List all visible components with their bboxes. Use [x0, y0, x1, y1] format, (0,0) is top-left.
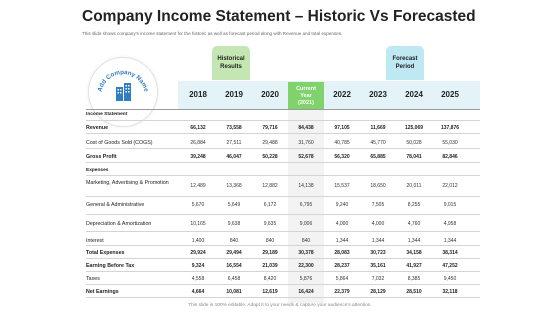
table-cell: 4,558: [191, 276, 205, 282]
table-cell: 52,678: [298, 154, 314, 160]
table-cell: 5,670: [191, 202, 205, 208]
table-cell: 6,458: [227, 276, 241, 282]
row-divider: [86, 133, 480, 134]
table-cell: 4,760: [407, 221, 421, 227]
table-cell: 7,032: [371, 276, 385, 282]
table-cell: 1,344: [443, 238, 457, 244]
year-header: 2025: [441, 90, 459, 99]
table-cell: 9,638: [227, 221, 241, 227]
table-cell: 5,864: [335, 276, 349, 282]
year-header: 2024: [405, 90, 423, 99]
row-label: Earning Before Tax: [86, 263, 135, 269]
table-cell: 21,039: [262, 263, 278, 269]
table-cell: 840: [265, 238, 275, 244]
table-cell: 31,760: [298, 140, 314, 146]
historical-tag-line1: Historical: [217, 56, 245, 62]
table-cell: 65,885: [370, 154, 386, 160]
table-cell: 82,846: [442, 154, 458, 160]
row-label: General & Administrative: [86, 202, 145, 208]
table-cell: 32,118: [442, 289, 458, 295]
row-label: Interest: [86, 238, 104, 244]
table-cell: 9,006: [299, 221, 313, 227]
table-cell: 6,795: [299, 202, 313, 208]
table-cell: 22,012: [442, 183, 458, 189]
row-divider: [86, 297, 480, 298]
row-label: Taxes: [86, 276, 100, 282]
row-label: Revenue: [86, 125, 109, 131]
expenses-label: Expenses: [86, 168, 109, 173]
table-cell: 16,424: [298, 289, 314, 295]
year-header: 2019: [225, 90, 243, 99]
table-cell: 9,635: [263, 221, 277, 227]
row-label: Net Earnings: [86, 289, 119, 295]
table-cell: 8,255: [407, 202, 421, 208]
row-divider: [86, 196, 480, 197]
year-header: 2023: [369, 90, 387, 99]
current-year-line: Current: [296, 86, 316, 92]
row-divider: [86, 231, 480, 232]
row-label: Cost of Goods Sold (COGS): [86, 140, 153, 146]
row-divider: [86, 258, 480, 259]
table-cell: 45,770: [370, 140, 386, 146]
row-divider: [86, 271, 480, 272]
table-cell: 29,924: [190, 250, 206, 256]
table-cell: 84,438: [298, 125, 314, 131]
svg-text:Add Company Name: [96, 69, 149, 93]
page-title: Company Income Statement – Historic Vs Forecasted: [82, 8, 476, 25]
table-cell: 56,320: [334, 154, 350, 160]
table-cell: 20,011: [406, 183, 422, 189]
table-cell: 47,252: [442, 263, 458, 269]
table-cell: 12,882: [262, 183, 278, 189]
table-cell: 35,161: [370, 263, 386, 269]
table-cell: 9,450: [443, 276, 457, 282]
table-cell: 16,554: [226, 263, 242, 269]
row-divider: [86, 162, 480, 163]
row-divider: [86, 148, 480, 149]
table-cell: 9,015: [443, 202, 457, 208]
row-label: Marketing, Advertising & Promotion: [86, 180, 169, 186]
row-divider: [86, 109, 480, 110]
table-cell: 15,537: [334, 183, 350, 189]
table-cell: 50,028: [406, 140, 422, 146]
table-cell: 7,505: [371, 202, 385, 208]
table-cell: 14,138: [298, 183, 314, 189]
row-divider: [86, 245, 480, 246]
table-cell: 29,494: [226, 250, 242, 256]
income-statement-label: Income Statement: [86, 112, 128, 117]
table-cell: 1,400: [191, 238, 205, 244]
table-cell: 4,664: [191, 289, 205, 295]
table-cell: 46,047: [226, 154, 242, 160]
table-cell: 13,368: [226, 183, 242, 189]
row-divider: [86, 284, 480, 285]
year-header: 2022: [333, 90, 351, 99]
table-cell: 97,105: [334, 125, 350, 131]
table-cell: 39,248: [190, 154, 206, 160]
page-subtitle: This slide shows company's income statement for the historic as well as forecast period along with Revenue and total expenses.: [82, 31, 343, 36]
table-cell: 22,379: [334, 289, 350, 295]
historical-tag-line2: Results: [220, 64, 242, 70]
forecast-tag-line2: Period: [395, 64, 415, 70]
table-cell: 10,081: [226, 289, 242, 295]
year-header: 2020: [261, 90, 279, 99]
table-cell: 4,958: [443, 221, 457, 227]
table-cell: 41,927: [406, 263, 422, 269]
row-divider: [86, 214, 480, 215]
table-cell: 6,172: [263, 202, 277, 208]
table-cell: 30,378: [298, 250, 314, 256]
table-cell: 5,649: [227, 202, 241, 208]
table-cell: 1,344: [335, 238, 349, 244]
table-cell: 27,511: [226, 140, 242, 146]
current-year-line: Year: [300, 93, 312, 99]
row-divider: [86, 175, 480, 176]
historical-results-tag: [212, 46, 250, 80]
table-cell: 50,228: [262, 154, 278, 160]
row-label: Total Expenses: [86, 250, 125, 256]
table-cell: 1,344: [407, 238, 421, 244]
table-cell: 28,129: [370, 289, 386, 295]
table-cell: 18,650: [370, 183, 386, 189]
table-cell: 28,237: [334, 263, 350, 269]
table-cell: 40,785: [334, 140, 350, 146]
table-cell: 12,489: [190, 183, 206, 189]
table-cell: 28,510: [406, 289, 422, 295]
table-cell: 26,884: [190, 140, 206, 146]
table-cell: 38,314: [442, 250, 458, 256]
table-cell: 5,876: [299, 276, 313, 282]
table-cell: 66,132: [190, 125, 206, 131]
table-cell: 11,669: [370, 125, 386, 131]
table-cell: 4,000: [371, 221, 385, 227]
table-cell: 125,069: [404, 125, 424, 131]
table-cell: 9,324: [191, 263, 205, 269]
footer-note: This slide is 100% editable. Adapt it to your needs & capture your audience's attention.: [188, 303, 372, 308]
table-cell: 73,558: [226, 125, 242, 131]
table-cell: 79,716: [262, 125, 278, 131]
table-cell: 34,158: [406, 250, 422, 256]
row-label: Gross Profit: [86, 154, 117, 160]
table-cell: 840: [229, 238, 239, 244]
year-header: 2018: [189, 90, 207, 99]
table-cell: 8,385: [407, 276, 421, 282]
table-cell: 78,041: [406, 154, 422, 160]
row-label: Depreciation & Amortization: [86, 221, 152, 227]
table-cell: 29,189: [262, 250, 278, 256]
forecast-tag-line1: Forecast: [392, 56, 418, 62]
logo-text: Add Company Name: [96, 68, 150, 93]
table-cell: 12,619: [262, 289, 278, 295]
row-divider: [86, 120, 480, 121]
table-cell: 22,300: [298, 263, 314, 269]
table-cell: 137,876: [440, 125, 460, 131]
table-cell: 29,488: [262, 140, 278, 146]
table-cell: 28,083: [334, 250, 350, 256]
table-cell: 840: [301, 238, 311, 244]
forecast-period-tag: [386, 46, 424, 80]
table-cell: 30,723: [370, 250, 386, 256]
table-cell: 9,240: [335, 202, 349, 208]
table-cell: 8,420: [263, 276, 277, 282]
table-cell: 4,000: [335, 221, 349, 227]
table-cell: 55,030: [442, 140, 458, 146]
table-cell: 1,344: [371, 238, 385, 244]
table-cell: 10,165: [190, 221, 206, 227]
current-year-line: (2021): [298, 100, 314, 106]
year-header-current: [288, 82, 324, 109]
